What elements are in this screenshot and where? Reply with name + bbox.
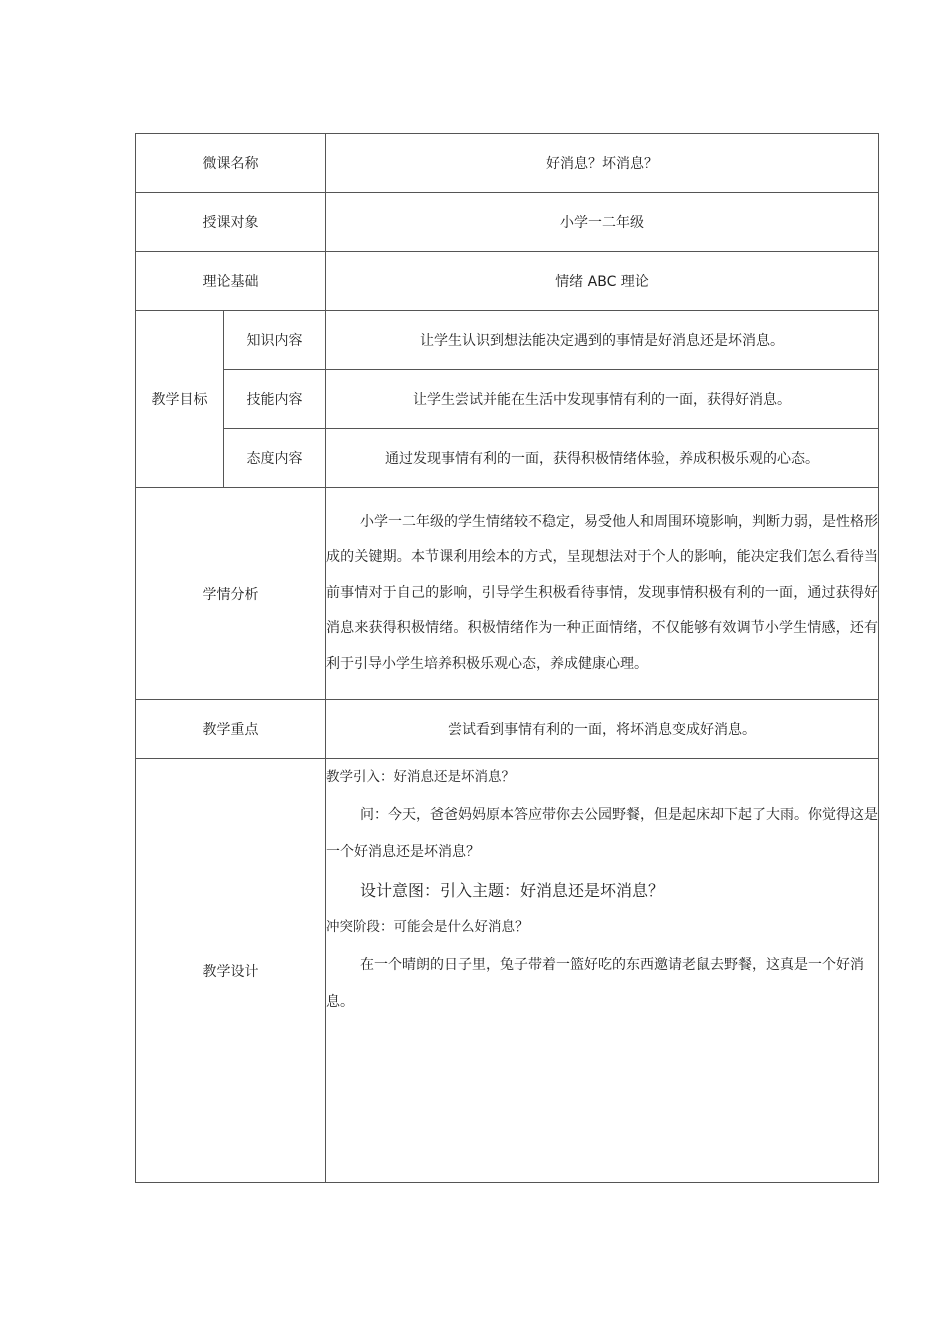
goal-knowledge-value: 让学生认识到想法能决定遇到的事情是好消息还是坏消息。 [326, 311, 879, 370]
theory-value: 情绪 ABC 理论 [326, 252, 879, 311]
focus-value: 尝试看到事情有利的一面，将坏消息变成好消息。 [326, 700, 879, 759]
course-name-value: 好消息？坏消息？ [326, 134, 879, 193]
design-label: 教学设计 [136, 759, 326, 1183]
design-intent: 设计意图：引入主题：好消息还是坏消息？ [360, 880, 665, 900]
analysis-text: 小学一二年级的学生情绪较不稳定，易受他人和周围环境影响，判断力弱，是性格形成的关键期。本节课利用绘本的方式，呈现想法对于个人的影响，能决定我们怎么看待当前事情对于自己的影响，引导学生积极看待事情，发现事情积极有利的一面，通过获得好消息来获得积极情绪。积极情绪作为一种正面情绪，不仅能够有效调节小学生情感，还有利于引导小学生培养积极乐观心态，养成健康心理。 [326, 513, 878, 672]
design-conflict-title: 冲突阶段：可能会是什么好消息？ [326, 919, 529, 935]
row-course-name [136, 134, 879, 193]
row-theory [136, 252, 879, 311]
lesson-plan-table [135, 133, 879, 1183]
analysis-cell [326, 488, 879, 700]
goal-skill-value: 让学生尝试并能在生活中发现事情有利的一面，获得好消息。 [326, 370, 879, 429]
analysis-label: 学情分析 [136, 488, 326, 700]
design-question: 问：今天，爸爸妈妈原本答应带你去公园野餐，但是起床却下起了大雨。你觉得这是一个好消息还是坏消息？ [326, 806, 878, 860]
row-audience [136, 193, 879, 252]
row-goal-attitude [136, 429, 879, 488]
goal-skill-label: 技能内容 [224, 370, 326, 429]
goals-label: 教学目标 [136, 311, 224, 488]
course-name-label: 微课名称 [136, 134, 326, 193]
row-analysis [136, 488, 879, 700]
goal-attitude-label: 态度内容 [224, 429, 326, 488]
audience-label: 授课对象 [136, 193, 326, 252]
design-cell [326, 759, 879, 1183]
theory-label: 理论基础 [136, 252, 326, 311]
design-story: 在一个晴朗的日子里，兔子带着一篮好吃的东西邀请老鼠去野餐，这真是一个好消息。 [326, 956, 864, 1010]
goal-attitude-value: 通过发现事情有利的一面，获得积极情绪体验，养成积极乐观的心态。 [326, 429, 879, 488]
focus-label: 教学重点 [136, 700, 326, 759]
row-goal-skill [136, 370, 879, 429]
row-focus [136, 700, 879, 759]
row-design [136, 759, 879, 1183]
goal-knowledge-label: 知识内容 [224, 311, 326, 370]
row-goal-knowledge [136, 311, 879, 370]
audience-value: 小学一二年级 [326, 193, 879, 252]
design-intro-title: 教学引入：好消息还是坏消息？ [326, 769, 515, 785]
